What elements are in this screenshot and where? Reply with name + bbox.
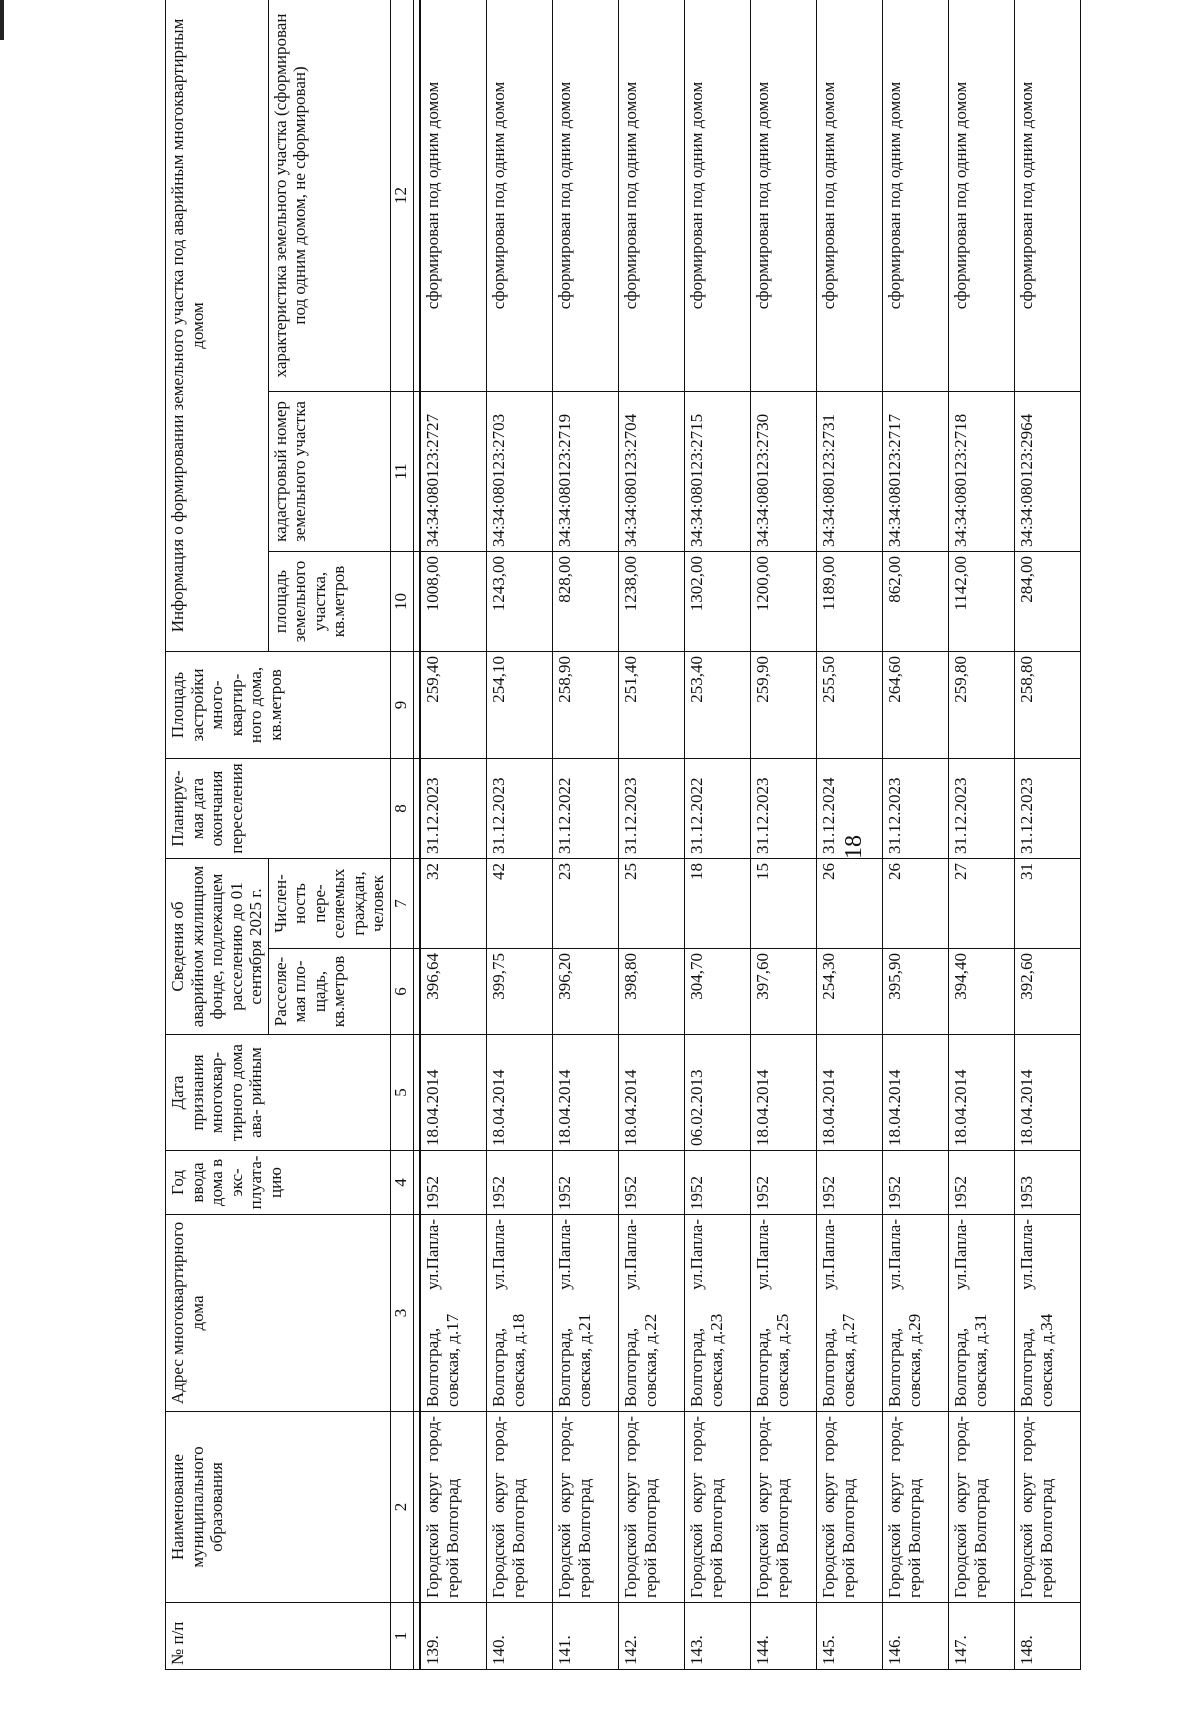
column-number: 6: [391, 949, 414, 1035]
people-count: 42: [487, 859, 553, 949]
emergency-date: 18.04.2014: [420, 1035, 487, 1151]
resettled-area: 396,64: [420, 949, 487, 1035]
land-characteristic: сформирован под одним домом: [751, 0, 817, 392]
cadastral-number: 34:34:080123:2718: [949, 392, 1015, 552]
table-body: [420, 0, 1081, 1670]
house-address: Волгоград, ул.Папла-совская, д.21: [553, 1215, 619, 1412]
commission-year: 1952: [817, 1151, 883, 1215]
column-number: 11: [391, 392, 414, 552]
commission-year: 1952: [685, 1151, 751, 1215]
people-count: 31: [1015, 859, 1081, 949]
header-people-count: Числен- ность пере- селяемых граждан, человек: [268, 859, 390, 949]
column-number-row: [391, 0, 414, 1670]
resettled-area: 398,80: [619, 949, 685, 1035]
cadastral-number: 34:34:080123:2731: [817, 392, 883, 552]
people-count: 23: [553, 859, 619, 949]
cadastral-number: 34:34:080123:2730: [751, 392, 817, 552]
row-index: 140.: [487, 1603, 553, 1670]
cadastral-number: 34:34:080123:2964: [1015, 392, 1081, 552]
emergency-date: 18.04.2014: [487, 1035, 553, 1151]
planned-end-date: 31.12.2023: [949, 759, 1015, 859]
municipality-name: Городской округ город-герой Волгоград: [949, 1412, 1015, 1603]
row-index: 143.: [685, 1603, 751, 1670]
land-area: 284,00: [1015, 552, 1081, 652]
resettled-area: 396,20: [553, 949, 619, 1035]
cadastral-number: 34:34:080123:2719: [553, 392, 619, 552]
table-row: [487, 0, 553, 1670]
row-index: 148.: [1015, 1603, 1081, 1670]
land-characteristic: сформирован под одним домом: [1015, 0, 1081, 392]
cadastral-number: 34:34:080123:2727: [420, 392, 487, 552]
row-index: 145.: [817, 1603, 883, 1670]
land-area: 1189,00: [817, 552, 883, 652]
row-index: 142.: [619, 1603, 685, 1670]
header-planned-end: Планируе- мая дата окончания переселения: [166, 759, 391, 859]
resettled-area: 254,30: [817, 949, 883, 1035]
resettled-area: 392,60: [1015, 949, 1081, 1035]
building-area: 264,60: [883, 652, 949, 759]
row-index: 146.: [883, 1603, 949, 1670]
row-index: 147.: [949, 1603, 1015, 1670]
people-count: 26: [817, 859, 883, 949]
cadastral-number: 34:34:080123:2717: [883, 392, 949, 552]
planned-end-date: 31.12.2023: [619, 759, 685, 859]
column-number: 2: [391, 1412, 414, 1603]
header-emergency-date: Дата признания многоквар- тирного дома ава- рийным: [166, 1035, 391, 1151]
house-address: Волгоград, ул.Папла-совская, д.34: [1015, 1215, 1081, 1412]
people-count: 26: [883, 859, 949, 949]
header-address: Адрес многоквартирного дома: [166, 1215, 391, 1412]
rotated-table-container: [165, 0, 1200, 1670]
planned-end-date: 31.12.2023: [883, 759, 949, 859]
header-municipality: Наименование муниципального образования: [166, 1412, 391, 1603]
people-count: 27: [949, 859, 1015, 949]
building-area: 251,40: [619, 652, 685, 759]
house-address: Волгоград, ул.Папла-совская, д.23: [685, 1215, 751, 1412]
house-address: Волгоград, ул.Папла-совская, д.25: [751, 1215, 817, 1412]
table-row: [751, 0, 817, 1670]
land-area: 828,00: [553, 552, 619, 652]
house-address: Волгоград, ул.Папла-совская, д.27: [817, 1215, 883, 1412]
planned-end-date: 31.12.2022: [685, 759, 751, 859]
municipality-name: Городской округ город-герой Волгоград: [420, 1412, 487, 1603]
planned-end-date: 31.12.2022: [553, 759, 619, 859]
land-area: 1302,00: [685, 552, 751, 652]
building-area: 253,40: [685, 652, 751, 759]
resettled-area: 395,90: [883, 949, 949, 1035]
column-number: 4: [391, 1151, 414, 1215]
land-area: 1008,00: [420, 552, 487, 652]
building-area: 258,80: [1015, 652, 1081, 759]
building-area: 255,50: [817, 652, 883, 759]
cadastral-number: 34:34:080123:2715: [685, 392, 751, 552]
column-number: 12: [391, 0, 414, 392]
table-row: [420, 0, 487, 1670]
header-resettled-area: Расселяе- мая пло- щадь, кв.метров: [268, 949, 390, 1035]
page-edge-mark: [0, 0, 4, 40]
house-address: Волгоград, ул.Папла-совская, д.17: [420, 1215, 487, 1412]
header-year: Год ввода дома в экс- плуата- цию: [166, 1151, 391, 1215]
municipality-name: Городской округ город-герой Волгоград: [685, 1412, 751, 1603]
column-number: 7: [391, 859, 414, 949]
land-area: 1238,00: [619, 552, 685, 652]
land-characteristic: сформирован под одним домом: [817, 0, 883, 392]
house-address: Волгоград, ул.Папла-совская, д.31: [949, 1215, 1015, 1412]
emergency-date: 18.04.2014: [949, 1035, 1015, 1151]
table-row: [685, 0, 751, 1670]
column-number: 8: [391, 759, 414, 859]
column-number: 1: [391, 1603, 414, 1670]
table-row: [553, 0, 619, 1670]
table-row: [1015, 0, 1081, 1670]
resettled-area: 397,60: [751, 949, 817, 1035]
table-header: [166, 0, 421, 1670]
planned-end-date: 31.12.2023: [420, 759, 487, 859]
house-address: Волгоград, ул.Папла-совская, д.29: [883, 1215, 949, 1412]
commission-year: 1952: [619, 1151, 685, 1215]
emergency-housing-table: [165, 0, 1081, 1670]
land-characteristic: сформирован под одним домом: [685, 0, 751, 392]
municipality-name: Городской округ город-герой Волгоград: [553, 1412, 619, 1603]
table-row: [817, 0, 883, 1670]
emergency-date: 18.04.2014: [751, 1035, 817, 1151]
people-count: 15: [751, 859, 817, 949]
header-index: № п/п: [166, 1603, 391, 1670]
municipality-name: Городской округ город-герой Волгоград: [817, 1412, 883, 1603]
planned-end-date: 31.12.2023: [751, 759, 817, 859]
resettled-area: 394,40: [949, 949, 1015, 1035]
municipality-name: Городской округ город-герой Волгоград: [1015, 1412, 1081, 1603]
table-row: [619, 0, 685, 1670]
resettled-area: 399,75: [487, 949, 553, 1035]
land-characteristic: сформирован под одним домом: [553, 0, 619, 392]
table-row: [949, 0, 1015, 1670]
commission-year: 1952: [487, 1151, 553, 1215]
land-area: 1200,00: [751, 552, 817, 652]
header-land-characteristic: характеристика земельного участка (сформирован под одним домом, не сформирован): [268, 0, 390, 392]
land-area: 1142,00: [949, 552, 1015, 652]
planned-end-date: 31.12.2024: [817, 759, 883, 859]
header-group-resettlement: Сведения об аварийном жилищном фонде, подлежащем расселению до 01 сентября 2025 г.: [166, 859, 269, 1035]
commission-year: 1952: [949, 1151, 1015, 1215]
commission-year: 1953: [1015, 1151, 1081, 1215]
emergency-date: 18.04.2014: [619, 1035, 685, 1151]
cadastral-number: 34:34:080123:2704: [619, 392, 685, 552]
column-number: 9: [391, 652, 414, 759]
row-index: 139.: [420, 1603, 487, 1670]
resettled-area: 304,70: [685, 949, 751, 1035]
land-characteristic: сформирован под одним домом: [420, 0, 487, 392]
land-characteristic: сформирован под одним домом: [949, 0, 1015, 392]
column-number: 5: [391, 1035, 414, 1151]
building-area: 259,90: [751, 652, 817, 759]
people-count: 25: [619, 859, 685, 949]
planned-end-date: 31.12.2023: [1015, 759, 1081, 859]
column-number: 3: [391, 1215, 414, 1412]
commission-year: 1952: [883, 1151, 949, 1215]
emergency-date: 18.04.2014: [553, 1035, 619, 1151]
header-building-area: Площадь застройки много- квартир- ного дома, кв.метров: [166, 652, 391, 759]
emergency-date: 18.04.2014: [817, 1035, 883, 1151]
land-characteristic: сформирован под одним домом: [619, 0, 685, 392]
emergency-date: 18.04.2014: [1015, 1035, 1081, 1151]
municipality-name: Городской округ город-герой Волгоград: [883, 1412, 949, 1603]
municipality-name: Городской округ город-герой Волгоград: [487, 1412, 553, 1603]
house-address: Волгоград, ул.Папла-совская, д.22: [619, 1215, 685, 1412]
land-characteristic: сформирован под одним домом: [883, 0, 949, 392]
people-count: 32: [420, 859, 487, 949]
land-characteristic: сформирован под одним домом: [487, 0, 553, 392]
row-index: 144.: [751, 1603, 817, 1670]
planned-end-date: 31.12.2023: [487, 759, 553, 859]
commission-year: 1952: [553, 1151, 619, 1215]
building-area: 259,40: [420, 652, 487, 759]
header-group-land-plot: Информация о формировании земельного участка под аварийным многоквартирным домом: [166, 0, 269, 652]
commission-year: 1952: [420, 1151, 487, 1215]
row-index: 141.: [553, 1603, 619, 1670]
land-area: 1243,00: [487, 552, 553, 652]
cadastral-number: 34:34:080123:2703: [487, 392, 553, 552]
building-area: 258,90: [553, 652, 619, 759]
municipality-name: Городской округ город-герой Волгоград: [751, 1412, 817, 1603]
land-area: 862,00: [883, 552, 949, 652]
column-number: 10: [391, 552, 414, 652]
municipality-name: Городской округ город-герой Волгоград: [619, 1412, 685, 1603]
emergency-date: 06.02.2013: [685, 1035, 751, 1151]
building-area: 254,10: [487, 652, 553, 759]
building-area: 259,80: [949, 652, 1015, 759]
header-land-area: площадь земельного участка, кв.метров: [268, 552, 390, 652]
people-count: 18: [685, 859, 751, 949]
page-number: 18: [841, 835, 867, 859]
table-row: [883, 0, 949, 1670]
emergency-date: 18.04.2014: [883, 1035, 949, 1151]
commission-year: 1952: [751, 1151, 817, 1215]
header-row: [166, 0, 269, 1670]
header-cadastral-number: кадастровый номер земельного участка: [268, 392, 390, 552]
house-address: Волгоград, ул.Папла-совская, д.18: [487, 1215, 553, 1412]
